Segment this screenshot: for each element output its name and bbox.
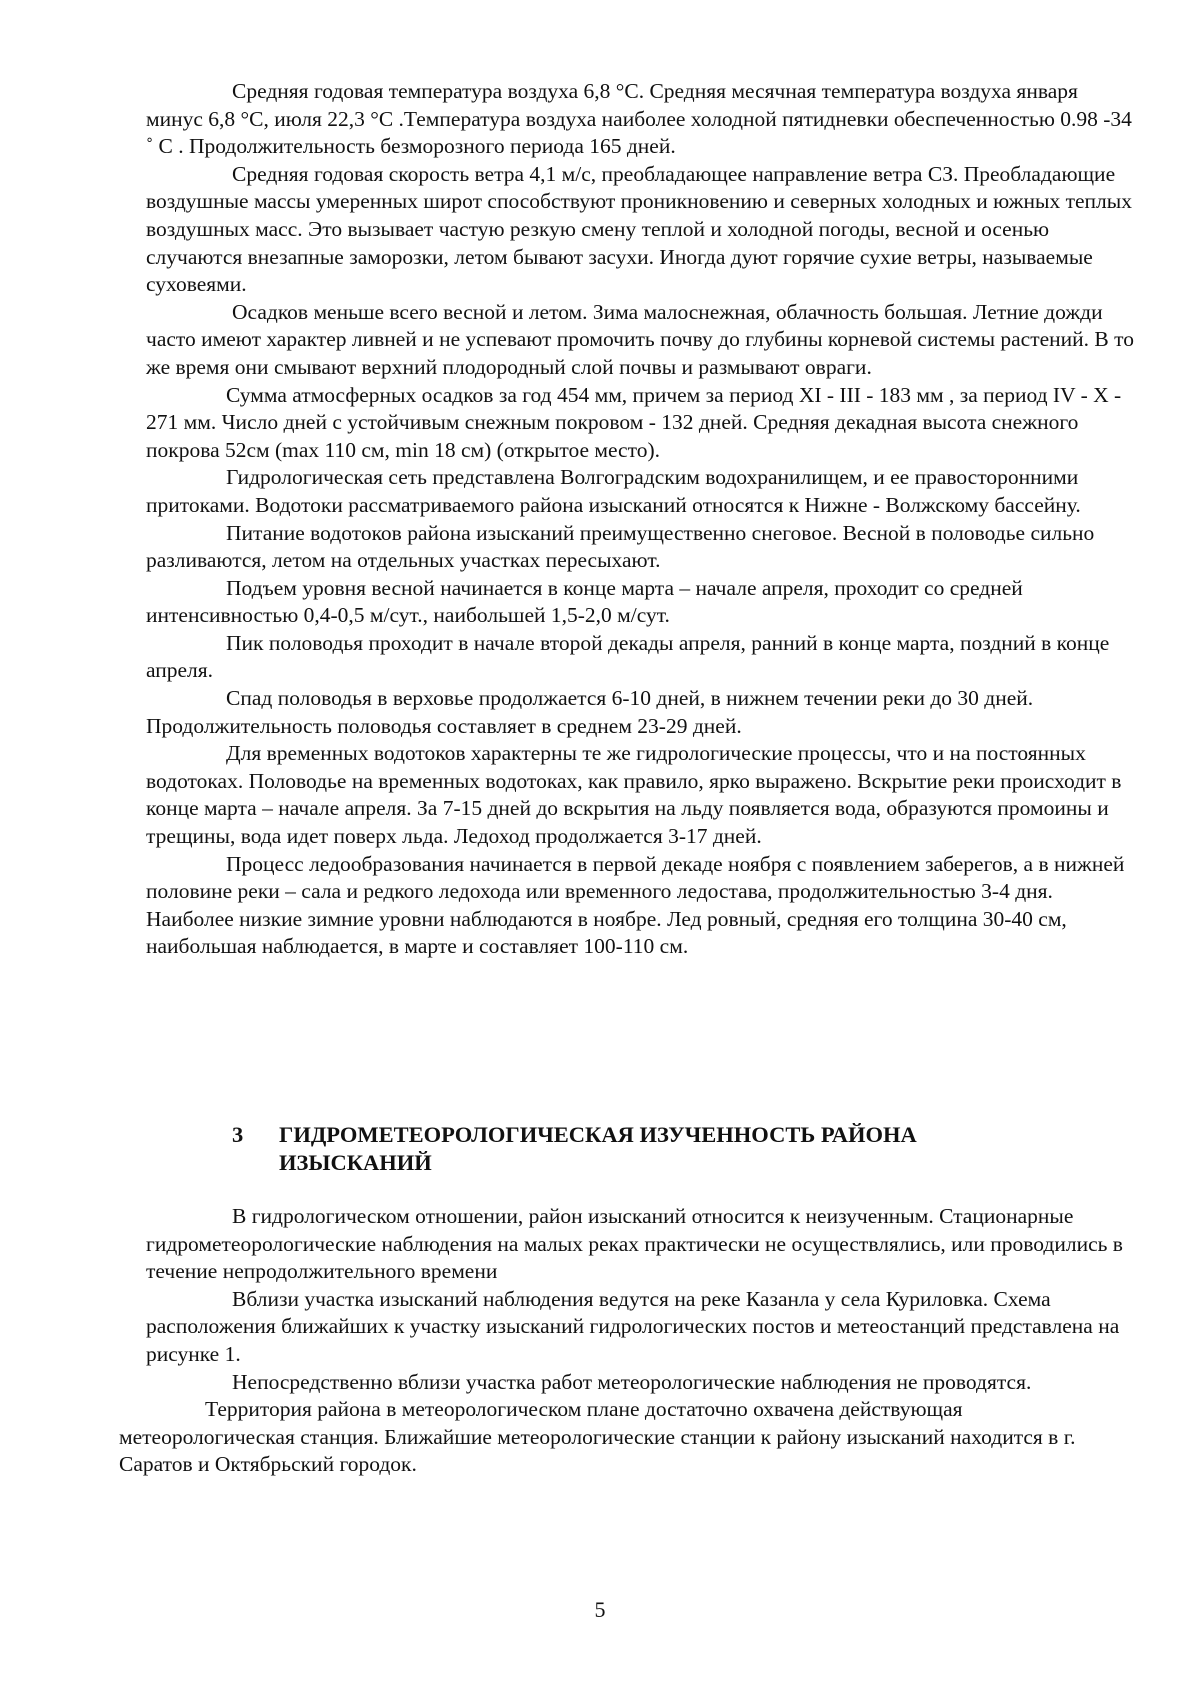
- paragraph-precipitation-seasons: Осадков меньше всего весной и летом. Зима малоснежная, облачность большая. Летние дожди часто имеют характер ливней и не успевают промочить почву до глубины корневой системы растений. В то же время они смывают верхний плодородный слой почвы и размывают овраги.: [146, 299, 1135, 379]
- paragraph-wind: Средняя годовая скорость ветра 4,1 м/с, преобладающее направление ветра СЗ. Преобладающие воздушные массы умеренных широт способствуют проникновению и северных холодных и южных теплых воздушных масс. Это вызывает частую резкую смену теплой и холодной погоды, весной и осенью случаются внезапные заморозки, летом бывают засухи. Иногда дуют горячие сухие ветры, называемые суховеями.: [146, 161, 1132, 297]
- paragraph-flood-peak: Пик половодья проходит в начале второй декады апреля, ранний в конце марта, поздний в конце апреля.: [146, 630, 1110, 683]
- section-number: 3: [232, 1122, 244, 1147]
- paragraph-meteo-stations: Территория района в метеорологическом плане достаточно охвачена действующая метеорологическая станция. Ближайшие метеорологические станции к району изысканий находится в г. Саратов и Октябрьский городок.: [119, 1397, 1076, 1477]
- paragraph-temporary-streams: Для временных водотоков характерны те же гидрологические процессы, что и на постоянных водотоках. Половодье на временных водотоках, как правило, ярко выражено. Вскрытие реки происходит в конце марта – начале апреля. За 7-15 дней до вскрытия на льду появляется вода, образуются промоины и трещины, вода идет поверх льда. Ледоход продолжается 3-17 дней.: [146, 741, 1122, 849]
- section-heading: [232, 1121, 1032, 1177]
- paragraph-observations-nearby: Вблизи участка изысканий наблюдения ведутся на реке Казанла у села Куриловка. Схема расположения ближайших к участку изысканий гидрологических постов и метеостанций представлена на рисунке 1.: [146, 1286, 1120, 1366]
- text-block-bottom: [119, 1203, 1136, 1479]
- paragraph-level-rise: Подъем уровня весной начинается в конце марта – начале апреля, проходит со средней интенсивностью 0,4-0,5 м/сут., наибольшей 1,5-2,0 м/сут.: [146, 575, 1023, 628]
- paragraph-study-status: В гидрологическом отношении, район изысканий относится к неизученным. Стационарные гидрометеорологические наблюдения на малых реках практически не осуществлялись, или проводились в течение непродолжительного времени: [146, 1204, 1123, 1284]
- page-number: 5: [594, 1597, 606, 1622]
- paragraph-feeding: Питание водотоков района изысканий преимущественно снеговое. Весной в половодье сильно разливаются, летом на отдельных участках пересыхают.: [146, 520, 1095, 573]
- paragraph-precipitation-sums: Сумма атмосферных осадков за год 454 мм, причем за период XI - III - 183 мм , за период IV - X - 271 мм. Число дней с устойчивым снежным покровом - 132 дней. Средняя декадная высота снежного покрова 52см (max 110 см, min 18 см) (открытое место).: [146, 382, 1122, 462]
- paragraph-no-meteo-observations: Непосредственно вблизи участка работ метеорологические наблюдения не проводятся.: [232, 1369, 1032, 1394]
- paragraph-ice-formation: Процесс ледообразования начинается в первой декаде ноября с появлением заберегов, а в нижней половине реки – сала и редкого ледохода или временного ледостава, продолжительностью 3-4 дня. Наиболее низкие зимние уровни наблюдаются в ноябре. Лед ровный, средняя его толщина 30-40 см, наибольшая наблюдается, в марте и составляет 100-110 см.: [146, 851, 1125, 959]
- paragraph-air-temperature: Средняя годовая температура воздуха 6,8 °С. Средняя месячная температура воздуха января минус 6,8 °С, июля 22,3 °С .Температура воздуха наиболее холодной пятидневки обеспеченностью 0.98 -34 ˚ С . Продолжительность безморозного периода 165 дней.: [146, 79, 1132, 159]
- text-block-top: [146, 78, 1136, 961]
- section-title: ГИДРОМЕТЕОРОЛОГИЧЕСКАЯ ИЗУЧЕННОСТЬ РАЙОНА ИЗЫСКАНИЙ: [279, 1122, 917, 1175]
- paragraph-hydro-network: Гидрологическая сеть представлена Волгоградским водохранилищем, и ее правосторонними притоками. Водотоки рассматриваемого района изысканий относятся к Нижне - Волжскому бассейну.: [146, 465, 1081, 517]
- paragraph-flood-decline: Спад половодья в верховье продолжается 6-10 дней, в нижнем течении реки до 30 дней. Продолжительность половодья составляет в среднем 23-29 дней.: [146, 686, 1034, 738]
